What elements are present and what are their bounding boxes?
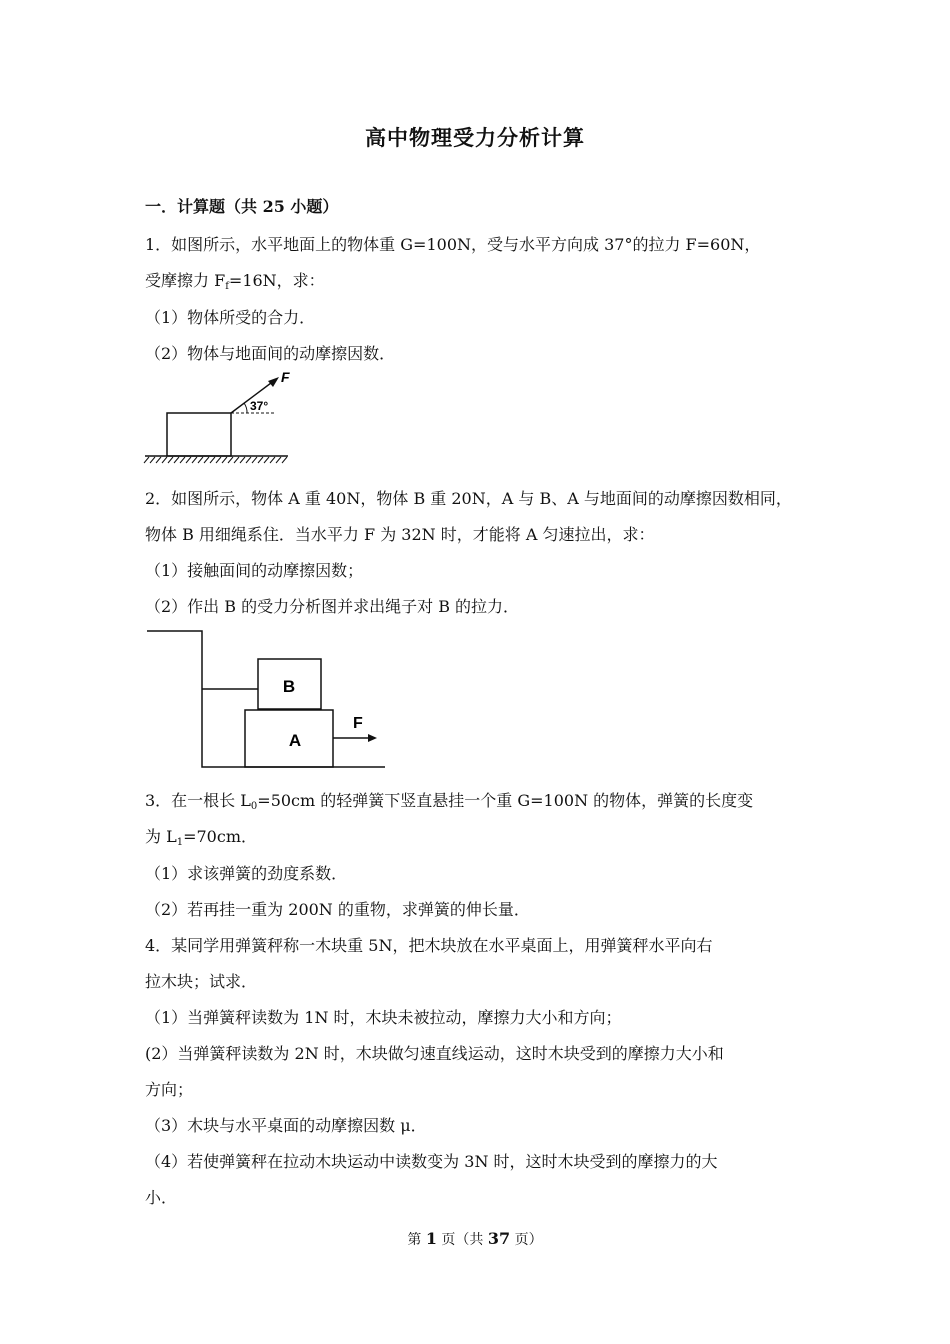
q4-part1: （1）当弹簧秤读数为 1N 时，木块未被拉动，摩擦力大小和方向； (145, 1008, 622, 1027)
wall-and-ground (147, 631, 385, 767)
q4-part4a: （4）若使弹簧秤在拉动木块运动中读数变为 3N 时，这时木块受到的摩擦力的大 (145, 1152, 718, 1171)
q1-line1: 1．如图所示，水平地面上的物体重 G=100N，受与水平方向成 37°的拉力 F=60N， (145, 235, 761, 254)
page-footer: 第 1 页（共 37 页） (407, 1229, 543, 1248)
q2-line1: 2．如图所示，物体 A 重 40N，物体 B 重 20N，A 与 B、A 与地面间的动摩擦因数相同， (145, 489, 792, 508)
q1-part2: （2）物体与地面间的动摩擦因数． (145, 344, 396, 363)
force-arrowhead (268, 377, 279, 387)
q1-figure (143, 370, 293, 465)
force-label: F (353, 715, 363, 732)
q4-line1: 4．某同学用弹簧秤称一木块重 5N，把木块放在水平桌面上，用弹簧秤水平向右 (145, 936, 713, 955)
q4-part4b: 小． (145, 1188, 178, 1207)
q4-part2a: (2）当弹簧秤读数为 2N 时，木块做匀速直线运动，这时木块受到的摩擦力大小和 (145, 1044, 724, 1063)
force-label: F (281, 370, 290, 385)
q1-line2: 受摩擦力 $F_f=16N$，求： (145, 271, 325, 292)
angle-label: 37° (250, 399, 269, 413)
q1-part1: （1）物体所受的合力． (145, 308, 316, 327)
q2-figure (145, 628, 390, 770)
q4-part3: （3）木块与水平桌面的动摩擦因数 μ． (145, 1116, 427, 1135)
section-heading: 一．计算题（共 25 小题） (145, 197, 339, 216)
q3-line2: 为 $L_1=70cm$． (145, 827, 257, 848)
force-arrowhead (368, 734, 377, 742)
block-b-label: B (282, 677, 296, 696)
q3-line1: 3．在一根长 $L_0=50cm$ 的轻弹簧下竖直悬挂一个重 G=100N 的物体，弹簧的长度变 (145, 791, 754, 812)
q2-line2: 物体 B 用细绳系住．当水平力 F 为 32N 时，才能将 A 匀速拉出，求： (145, 525, 655, 544)
q4-line2: 拉木块；试求． (145, 972, 258, 991)
q3-part1: （1）求该弹簧的劲度系数． (145, 864, 348, 883)
page-title: 高中物理受力分析计算 (365, 125, 585, 150)
block-a-label: A (288, 731, 302, 750)
block (167, 413, 231, 456)
ground-hatch (144, 457, 287, 463)
q3-part2: （2）若再挂一重为 200N 的重物，求弹簧的伸长量． (145, 900, 530, 919)
q4-part2b: 方向； (145, 1080, 194, 1099)
current-page: 1 (425, 1229, 437, 1248)
angle-arc (244, 403, 247, 413)
q2-part1: （1）接触面间的动摩擦因数； (145, 561, 364, 580)
q2-part2: （2）作出 B 的受力分析图并求出绳子对 B 的拉力． (145, 597, 520, 616)
total-pages: 37 (487, 1229, 511, 1248)
